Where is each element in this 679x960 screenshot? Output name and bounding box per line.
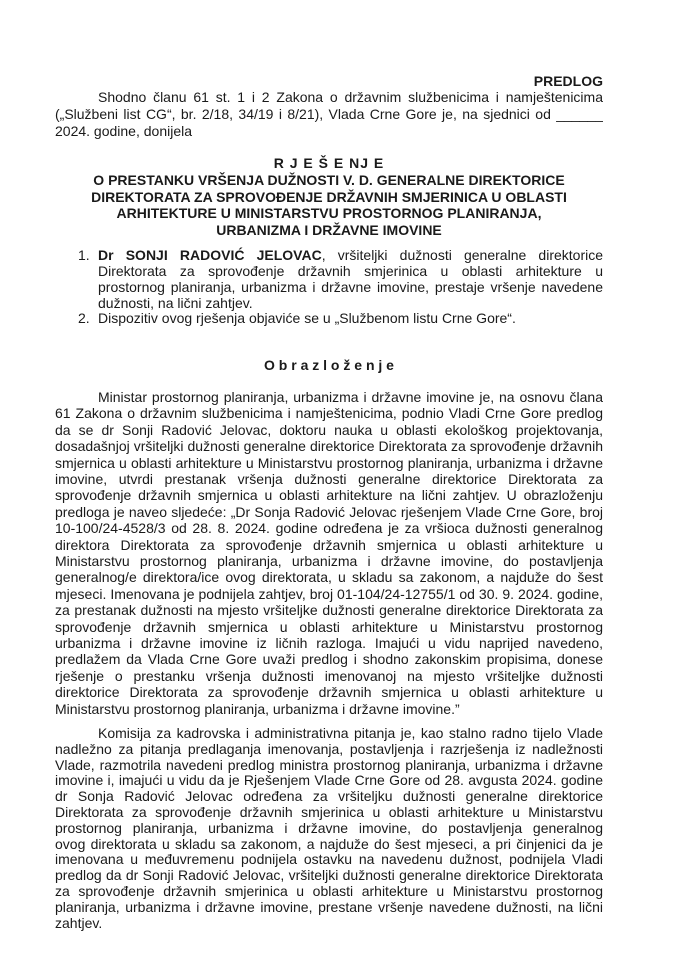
intro-line: Shodno članu 61 st. 1 i 2 Zakona o državnim službenicima i namještenicima bbox=[98, 89, 603, 105]
decision-title-line: ARHITEKTURE U MINISTARSTVU PROSTORNOG PLANIRANJA, bbox=[116, 205, 542, 222]
explanation-paragraph-line: direktorice Direktorata za sprovođenje državnih smjernica u oblasti arhitekture u bbox=[55, 684, 603, 701]
list-item-text: , vršiteljki dužnosti generalne direktorice bbox=[321, 247, 603, 263]
explanation-paragraph-line: prostornog planiranja, urbanizma i državne imovine, do postavljenja generalnog bbox=[55, 819, 603, 836]
explanation-paragraph-line: Ministar prostornog planiranja, urbanizma i državne imovine je, na osnovu člana bbox=[98, 389, 603, 405]
explanation-paragraph-line: Direktorata za sprovođenje državnih smjerinica u oblasti arhitekture u Ministarstvu bbox=[55, 804, 603, 820]
explanation-paragraph-line: da se dr Sonji Radović Jelovac, doktoru nauka u oblasti ekološkog projektovanja, bbox=[55, 421, 603, 438]
explanation-paragraph-line: zahtjev. bbox=[55, 914, 103, 931]
explanation-paragraph-line: za prestanak dužnosti na mjesto vršiteljke dužnosti generalne direktorice Direktorata za bbox=[55, 602, 603, 619]
explanation-paragraph-line: dosadašnjoj vršiteljki dužnosti generalne direktorice Direktorata za sprovođenje državnih bbox=[55, 438, 603, 455]
explanation-paragraph-line: sprovođenje državnih smjernica u oblasti arhitekture u Ministarstvu prostornog bbox=[55, 618, 603, 635]
explanation-paragraph-line: nadležno za pitanja predlaganja imenovanja, postavljenja i razrješenja iz nadležnosti bbox=[55, 740, 603, 757]
explanation-paragraph-line: sprovođenje državnih smjernica u oblasti arhitekture na lični zahtjev. U obrazloženju bbox=[55, 487, 603, 504]
explanation-paragraph-line: urbanizma i državne imovine iz ličnih razloga. Imajući u vidu naprijed navedeno, bbox=[55, 635, 603, 651]
explanation-paragraph-line: direktora Direktorata za sprovođenje državnih smjernica u oblasti arhitekture u bbox=[55, 536, 603, 553]
explanation-paragraph-line: mjeseci. Imenovana je podnijela zahtjev, broj 01-104/24-12755/1 od 30. 9. 2024. godine, bbox=[55, 585, 603, 602]
list-number: 1. bbox=[78, 247, 90, 263]
explanation-heading: O b r a z l o ž e n j e bbox=[264, 357, 394, 373]
explanation-paragraph-line: predlažem da Vlada Crne Gore uvaži predlog i shodno zakonskim propisima, donese bbox=[55, 651, 603, 668]
intro-line: („Službeni list CG“, br. 2/18, 34/19 i 8/21), Vlada Crne Gore je, na sjednici od ______ bbox=[55, 106, 603, 122]
explanation-paragraph-line: imovine, utvrdi prestanak vršenja dužnosti generalne direktorice Direktorata za bbox=[55, 471, 603, 487]
explanation-paragraph-line: Ministarstvu prostornog planiranja, urbanizma i državne imovine.” bbox=[55, 700, 460, 717]
explanation-paragraph-line: generalnog/e direktora/ice ovog direktorata, u skladu sa zakonom, a najduže do šest bbox=[55, 569, 603, 586]
explanation-paragraph-line: predlog da dr Sonji Radović Jelovac, vršiteljki dužnosti generalne direktorice Direktorata bbox=[55, 867, 603, 884]
explanation-paragraph-line: dr Sonja Radović Jelovac određena za vršiteljku dužnosti generalne direktorice bbox=[55, 788, 603, 805]
explanation-paragraph-line: Ministarstvu prostornog planiranja, urbanizma i državne imovine, do postavljenja bbox=[55, 553, 603, 569]
decision-title-line: URBANIZMA I DRŽAVNE IMOVINE bbox=[216, 222, 442, 239]
decision-title-line: O PRESTANKU VRŠENJA DUŽNOSTI V. D. GENERALNE DIREKTORICE bbox=[93, 172, 565, 188]
list-item-1-line: Direktorata za sprovođenje državnih smjerinica u oblasti arhitekture u bbox=[98, 263, 603, 279]
decision-heading: R J E Š E NJ E bbox=[273, 155, 385, 171]
explanation-paragraph-line: imenovana u međuvremenu podnijela ostavku na navedenu dužnost, podnijela Vladi bbox=[55, 851, 603, 868]
explanation-paragraph-line: 61 Zakona o državnim službenicima i namještenicima, podnio Vladi Crne Gore predlog bbox=[55, 405, 603, 422]
explanation-paragraph-line: za sprovođenje državnih smjerinica u oblasti arhitekture u Ministarstvu prostornog bbox=[55, 883, 603, 899]
explanation-paragraph-line: smjernica u oblasti arhitekture u Ministarstvu prostornog planiranja, urbanizma i državne bbox=[55, 454, 603, 471]
intro-line: 2024. godine, donijela bbox=[55, 123, 193, 139]
proposal-label: PREDLOG bbox=[533, 73, 603, 89]
explanation-paragraph-line: 10-100/24-4528/3 od 28. 8. 2024. godine određena je za vršioca dužnosti generalnog bbox=[55, 520, 603, 537]
explanation-paragraph-line: rješenje o prestanku vršenja dužnosti imenovanoj na mjesto vršiteljke dužnosti bbox=[55, 667, 603, 684]
explanation-paragraph-line: Komisija za kadrovska i administrativna pitanja je, kao stalno radno tijelo Vlade bbox=[98, 725, 603, 741]
explanation-paragraph-line: Vlade, razmotrila navedeni predlog ministra prostornog planiranja, urbanizma i državne bbox=[55, 756, 603, 773]
explanation-paragraph-line: predloga je naveo sljedeće: „Dr Sonja Radović Jelovac rješenjem Vlade Crne Gore, broj bbox=[55, 503, 603, 520]
explanation-paragraph-line: ovog direktorata u skladu sa zakonom, a najduže do šest mjeseci, a pri činjenici da je bbox=[55, 835, 603, 852]
explanation-paragraph-line: planiranja, urbanizma i državne imovine, prestane vršenje navedene dužnosti, na lični bbox=[55, 898, 603, 915]
list-number: 2. bbox=[78, 310, 90, 326]
list-item-1-line: dužnosti, na lični zahtjev. bbox=[98, 294, 253, 311]
decision-title-line: DIREKTORATA ZA SPROVOĐENJE DRŽAVNIH SMJERINICA U OBLASTI bbox=[91, 188, 567, 205]
explanation-paragraph-line: imovine i, imajući u vidu da je Rješenjem Vlade Crne Gore od 28. avgusta 2024. godine bbox=[55, 772, 603, 789]
list-item-1-first-line bbox=[98, 247, 603, 263]
person-name: Dr SONJI RADOVIĆ JELOVAC bbox=[98, 247, 322, 263]
list-item-1-line: prostornog planiranja, urbanizma i državne imovine, prestaje vršenje navedene bbox=[98, 278, 603, 295]
list-item-2: Dispozitiv ovog rješenja objaviće se u „Službenom listu Crne Gore“. bbox=[98, 310, 516, 326]
